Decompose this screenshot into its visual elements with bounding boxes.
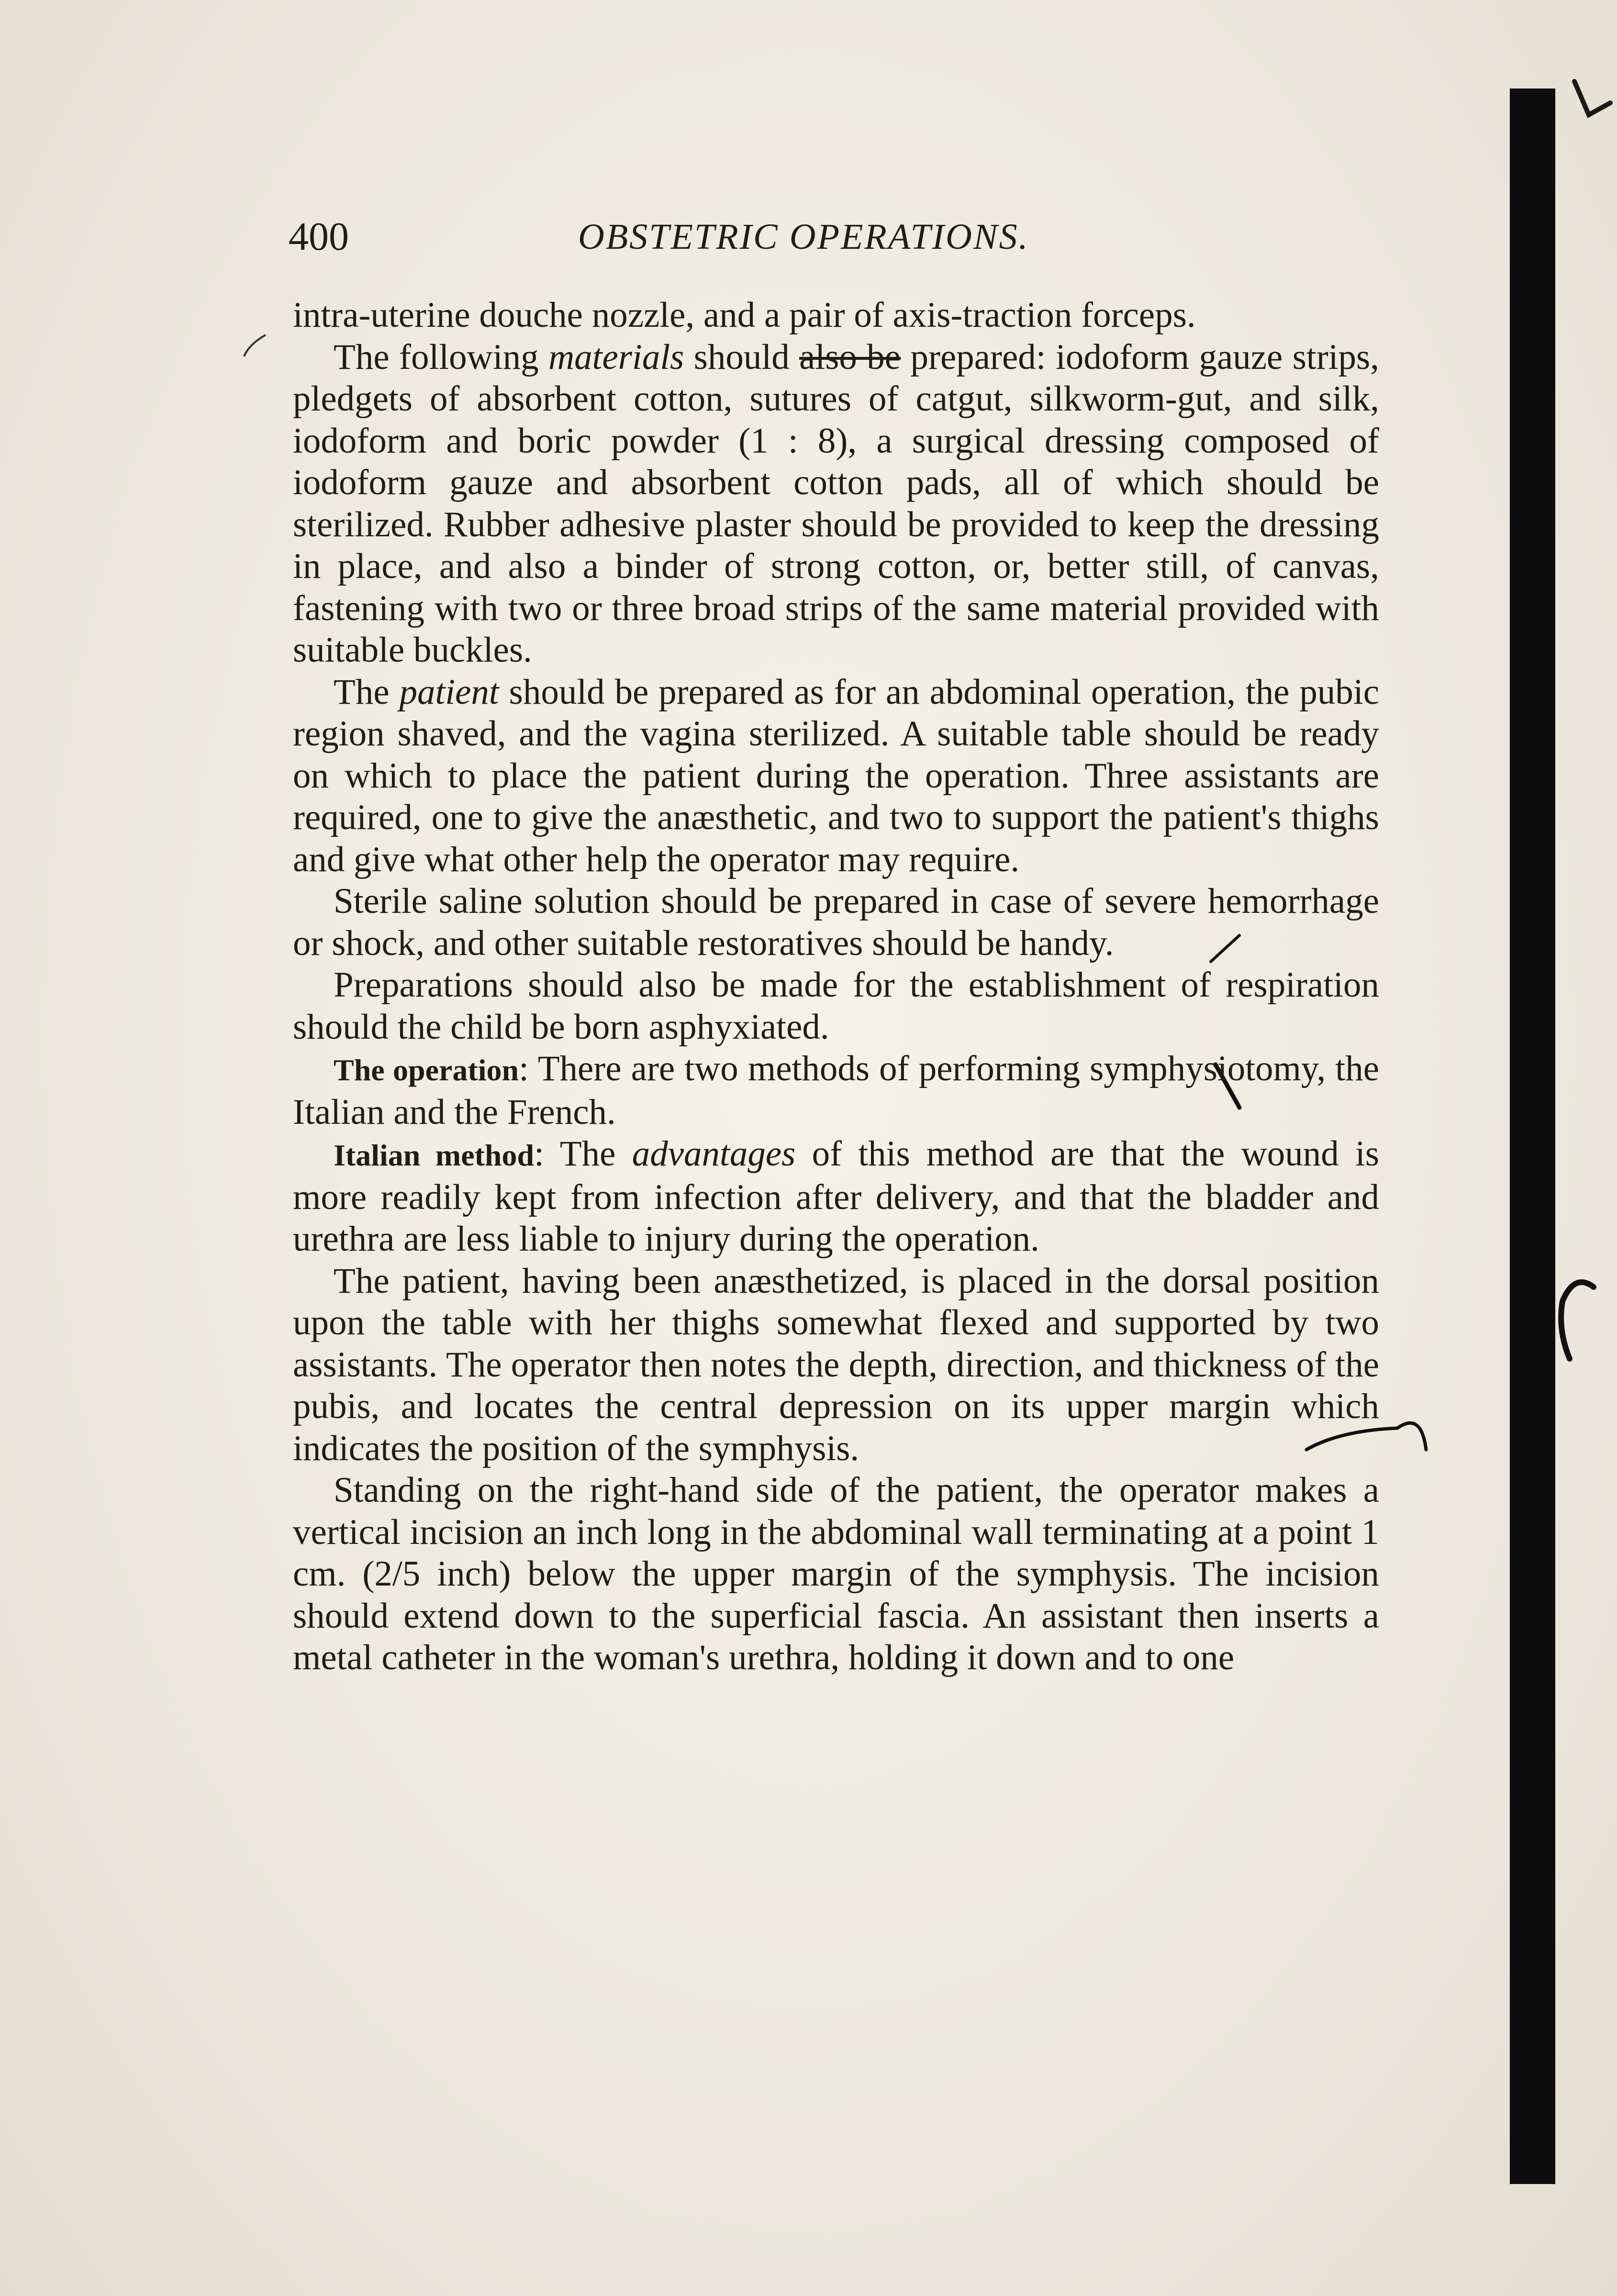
running-head: OBSTETRIC OPERATIONS. (578, 217, 1029, 257)
struck-out-text: also be (799, 337, 901, 377)
page-header (289, 211, 1399, 263)
text-run: : There are two methods of performing symphysiotomy, the Italian and the French. (293, 1049, 1379, 1132)
run-in-heading-operation: The operation (334, 1053, 519, 1087)
text-run: Sterile saline solution should be prepared in case of severe hemorrhage or shock, and other suitable restoratives should be handy. (293, 881, 1379, 963)
italic-term-advantages: advantages (632, 1134, 796, 1174)
page-number: 400 (289, 214, 349, 259)
paragraph (293, 1133, 1379, 1260)
italic-term-materials: materials (548, 337, 684, 377)
paragraph (293, 880, 1379, 964)
text-run: The patient, having been anæsthetized, is placed in the dorsal position upon the table with her thighs somewhat flexed and supported by two assistants. The operator then notes the depth, direction, and thickness of the pubis, and locates the central depression on its upper margin which indicates the position of the symphysis. (293, 1261, 1379, 1468)
paragraph (293, 294, 1379, 336)
text-run: intra-uterine douche nozzle, and a pair of axis-traction forceps. (293, 295, 1196, 335)
text-run: : The (534, 1134, 632, 1174)
paragraph (293, 1260, 1379, 1470)
text-run: prepared: iodoform gauze strips, pledgets of absorbent cotton, sutures of catgut, silkworm-gut, and silk, iodoform and boric powder (1 : 8), a surgical dressing composed of iodoform gauze and absorbent cotton pads, all of which should be sterilized. Rubber adhesive plaster should be provided to keep the dressing in place, and also a binder of strong cotton, or, better still, of canvas, fastening with two or three broad strips of the same material provided with suitable buckles. (293, 337, 1379, 670)
text-run: should be prepared as for an abdominal operation, the pubic region shaved, and the vagina sterilized. A suitable table should be ready on which to place the patient during the operation. Three assistants are required, one to give the anæsthetic, and two to support the patient's thighs and give what other help the operator may require. (293, 672, 1379, 879)
margin-check-mark (1574, 81, 1610, 115)
text-run: The following (334, 337, 548, 377)
text-run: should (684, 337, 800, 377)
paragraph (293, 336, 1379, 671)
italic-term-patient: patient (399, 672, 499, 712)
run-in-heading-italian-method: Italian method (334, 1138, 535, 1172)
margin-pen-stroke (1561, 1282, 1594, 1359)
text-run: of this method are that the wound is more readily kept from infection after delivery, and that the bladder and urethra are less liable to injury during the operation. (293, 1134, 1380, 1259)
text-run: Preparations should also be made for the establishment of respiration should the child be born asphyxiated. (293, 965, 1379, 1047)
text-run: Standing on the right-hand side of the patient, the operator makes a vertical incision an inch long in the abdominal wall terminating at a point 1 cm. (2/5 inch) below the upper margin of the symphysis. The incision should extend down to the superficial fascia. An assistant then inserts a metal catheter in the woman's urethra, holding it down and to one (293, 1470, 1379, 1677)
paragraph (293, 964, 1379, 1048)
margin-tick-left (244, 335, 266, 356)
body-text (293, 294, 1379, 1679)
paragraph (293, 1048, 1379, 1133)
text-run: The (334, 672, 400, 712)
paragraph (293, 1469, 1379, 1679)
paragraph (293, 671, 1379, 881)
